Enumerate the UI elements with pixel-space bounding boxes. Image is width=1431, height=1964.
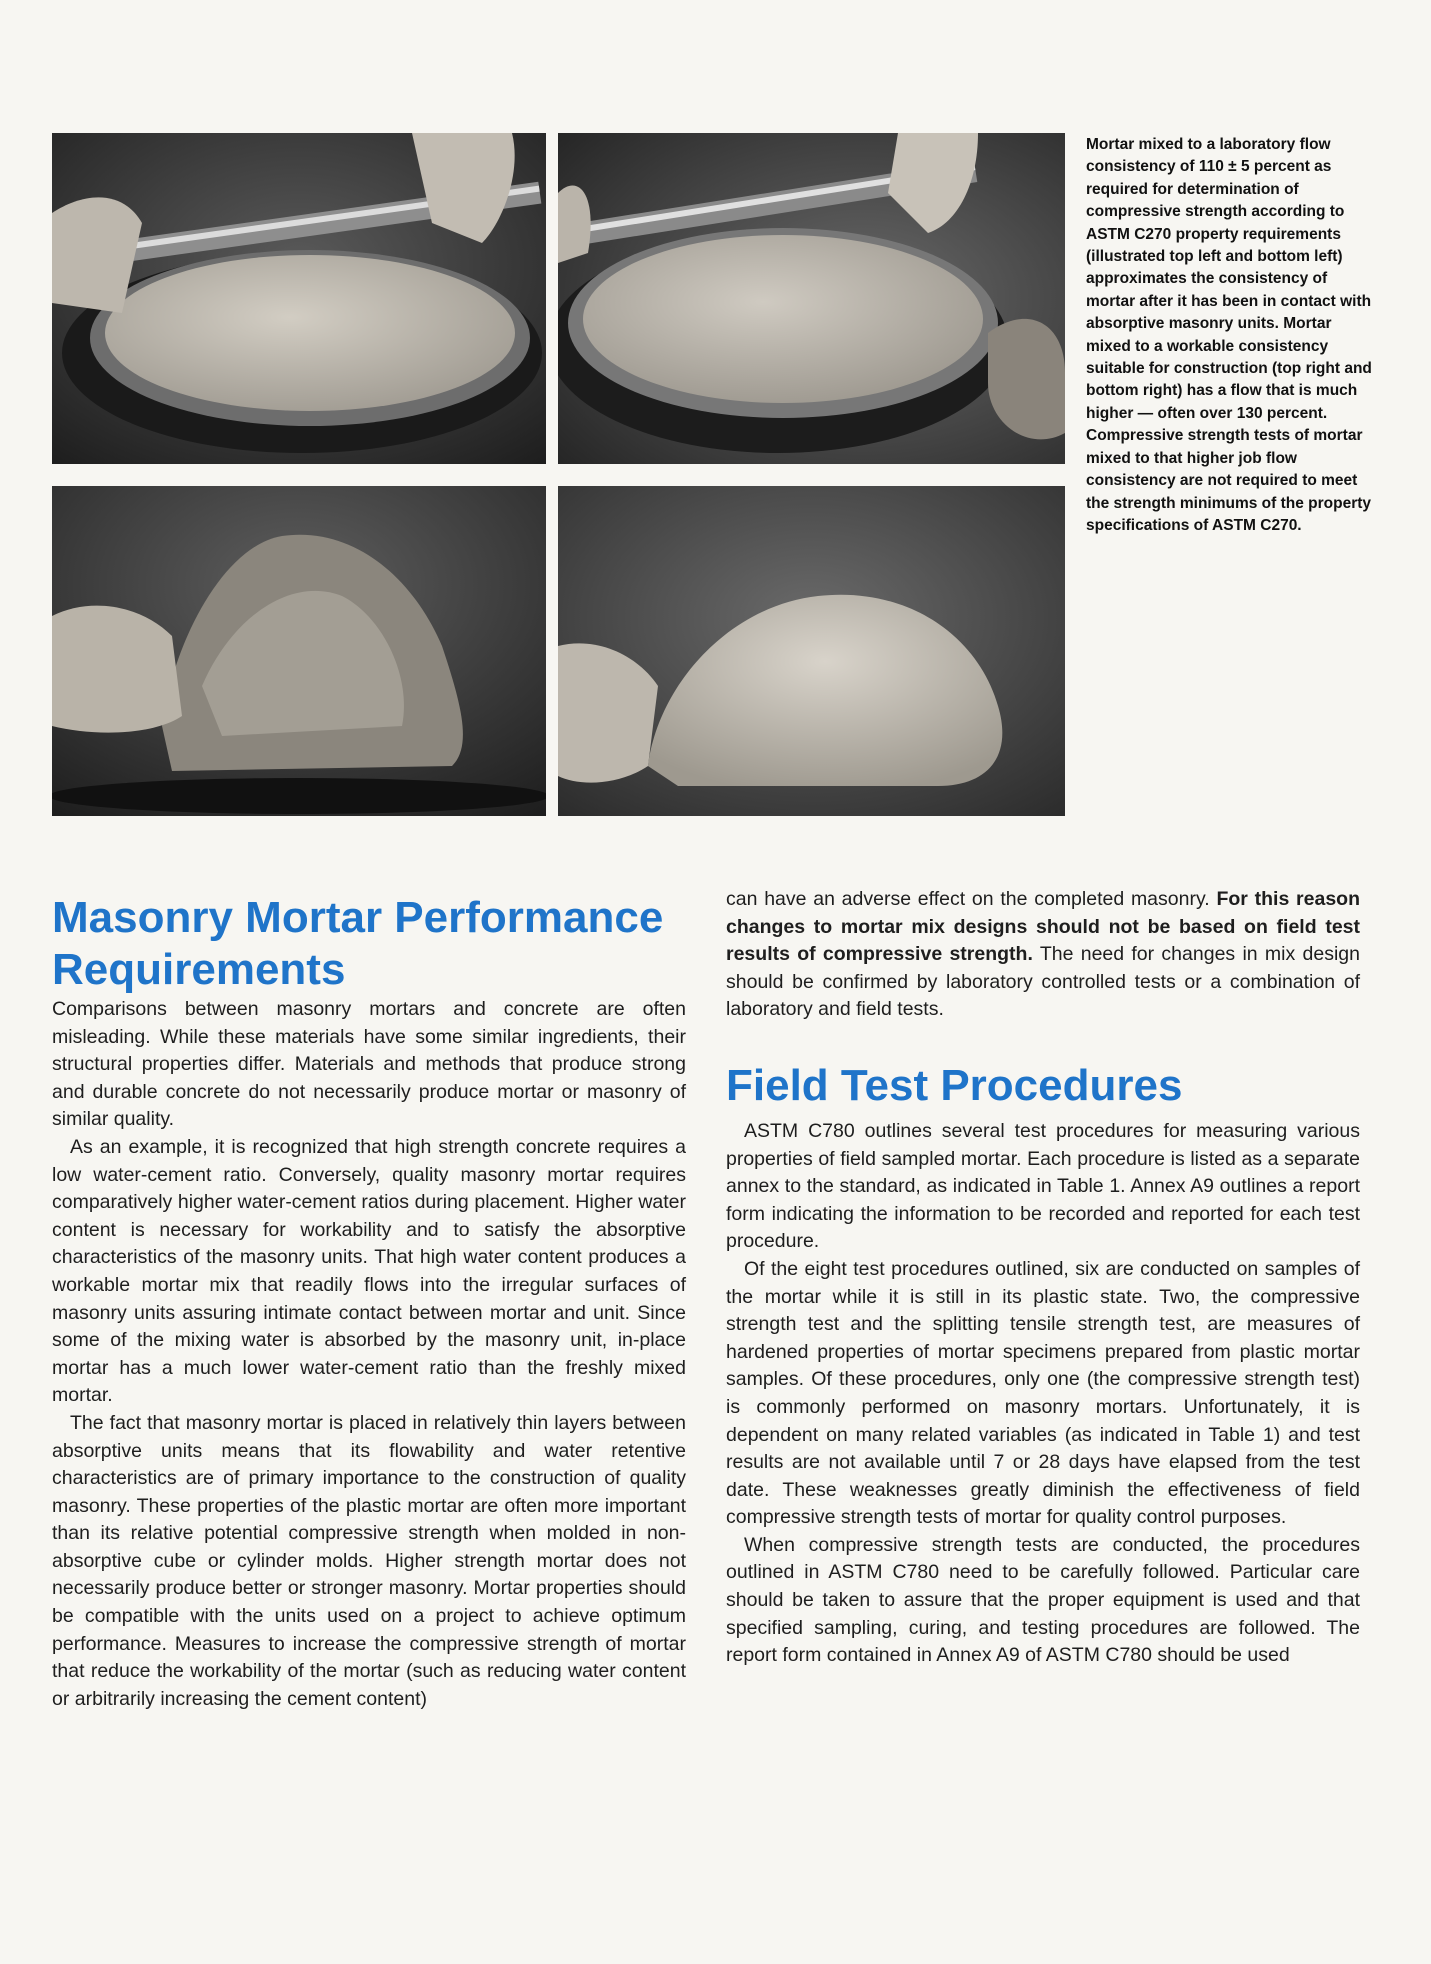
field-paragraph-3: When compressive strength tests are conducted, the procedures outlined in ASTM C780 need to be carefully followed. Particular care should be taken to assure that the proper equipment is used and that specified sampling, curing, and testing procedures are followed. The report form contained in Annex A9 of ASTM C780 should be used — [726, 1533, 1360, 1667]
masonry-paragraph-continued — [726, 886, 1360, 1024]
field-paragraph-1: ASTM C780 outlines several test procedures for measuring various properties of field sampled mortar. Each procedure is listed as a separate annex to the standard, as indicated in Table 1. Annex A9 outlines a report form indicating the information to be recorded and reported for each test procedure. — [726, 1119, 1360, 1253]
heading-field-test-procedures: Field Test Procedures — [726, 1060, 1183, 1110]
continued-bold-text: For this reason changes to mortar mix designs should not be based on field test results of compressive strength. — [726, 888, 1360, 966]
photo-mortar-pile-stiff — [52, 486, 546, 816]
continued-plain-text: can have an adverse effect on the completed masonry. — [726, 888, 1210, 910]
masonry-paragraph-2: As an example, it is recognized that high strength concrete requires a low water-cement ratio. Conversely, quality masonry mortar requires comparatively higher water-cement ratios during placement. Higher water content is necessary for workability and to satisfy the absorptive characteristics of the masonry units. That high water content produces a workable mortar mix that readily flows into the irregular surfaces of masonry units assuring intimate contact between mortar and unit. Since some of the mixing water is absorbed by the masonry unit, in-place mortar has a much lower water-cement ratio than the freshly mixed mortar. — [52, 1135, 686, 1407]
masonry-paragraph-1: Comparisons between masonry mortars and concrete are often misleading. While these materials have some similar ingredients, their structural properties differ. Materials and methods that produce strong and durable concrete do not necessarily produce mortar or masonry of similar quality. — [52, 998, 686, 1131]
masonry-paragraph-3: The fact that masonry mortar is placed in relatively thin layers between absorptive units means that its flowability and water retentive characteristics are of primary importance to the construction of quality masonry. These properties of the plastic mortar are often more important than its relative potential compressive strength when molded in non-absorptive cube or cylinder molds. Higher strength mortar does not necessarily produce better or stronger masonry. Mortar properties should be compatible with the units used on a project to achieve optimum performance. Measures to increase the compressive strength of mortar that reduce the workability of the mortar (such as reducing water content or arbitrarily increasing the cement content) — [52, 1411, 686, 1710]
heading-masonry-performance: Masonry Mortar Performance Requirements — [52, 893, 664, 994]
photo-mortar-pile-workable — [558, 486, 1065, 816]
right-column — [726, 886, 1360, 1670]
photo-flow-table-low — [52, 133, 546, 464]
left-column — [52, 880, 686, 1713]
field-paragraph-2: Of the eight test procedures outlined, six are conducted on samples of the mortar while it is still in its plastic state. Two, the compressive strength test and the splitting tensile strength test, are measures of hardened properties of mortar specimens prepared from plastic mortar samples. Of these procedures, only one (the compressive strength test) is commonly performed on masonry mortars. Unfortunately, it is dependent on many related variables (as indicated in Table 1) and test results are not available until 7 or 28 days have elapsed from the test date. These weaknesses greatly diminish the effectiveness of field compressive strength tests of mortar for quality control purposes. — [726, 1257, 1360, 1529]
photo-caption: Mortar mixed to a laboratory flow consistency of 110 ± 5 percent as required for determination of compressive strength according to ASTM C270 property requirements (illustrated top left and bottom left) approximates the consistency of mortar after it has been in contact with absorptive masonry units. Mortar mixed to a workable consistency suitable for construction (top right and bottom right) has a flow that is much higher — often over 130 percent. Compressive strength tests of mortar mixed to that higher job flow consistency are not required to meet the strength minimums of the property specifications of ASTM C270. — [1086, 136, 1372, 534]
continued-rest-text: The need for changes in mix design should be confirmed by laboratory controlled tests or a combination of laboratory and field tests. — [726, 943, 1360, 1021]
photo-flow-table-high — [558, 133, 1065, 464]
